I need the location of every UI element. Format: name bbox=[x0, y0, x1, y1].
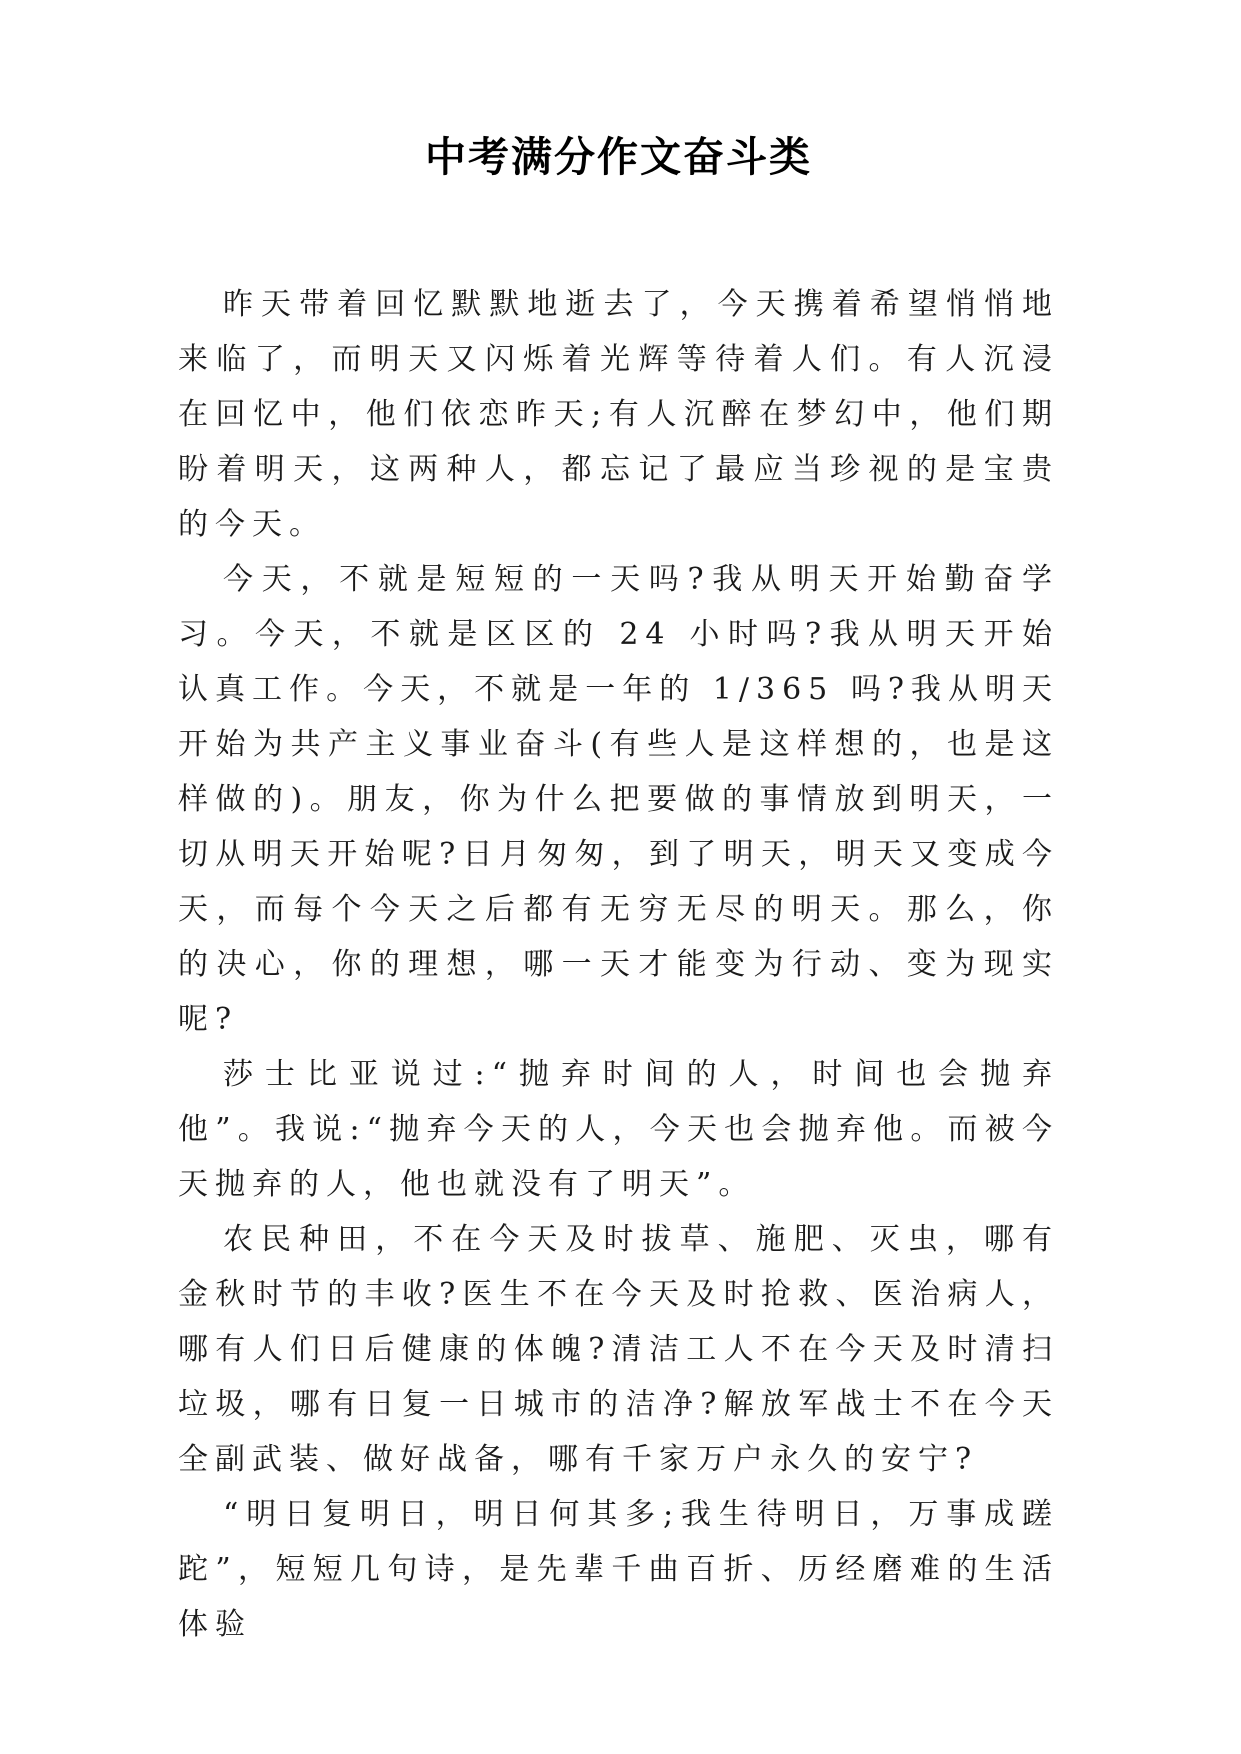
paragraph-4: 农民种田，不在今天及时拔草、施肥、灭虫，哪有金秋时节的丰收?医生不在今天及时抢救、医治病人，哪有人们日后健康的体魄?清洁工人不在今天及时清扫垃圾，哪有日复一日城市的洁净?解放军战士不在今天全副武装、做好战备，哪有千家万户永久的安宁? bbox=[178, 1222, 1059, 1478]
document-title: 中考满分作文奋斗类 bbox=[425, 133, 812, 181]
paragraph-5: “明日复明日，明日何其多;我生待明日，万事成蹉跎”，短短几句诗，是先辈千曲百折、历经磨难的生活体验 bbox=[178, 1497, 1059, 1643]
paragraph-2: 今天，不就是短短的一天吗?我从明天开始勤奋学习。今天，不就是区区的 24 小时吗?我从明天开始认真工作。今天，不就是一年的 1/365 吗?我从明天开始为共产主义事业奋斗(有些人是这样想的，也是这样做的)。朋友，你为什么把要做的事情放到明天，一切从明天开始呢?日月匆匆，到了明天，明天又变成今天，而每个今天之后都有无穷无尽的明天。那么，你的决心，你的理想，哪一天才能变为行动、变为现实呢? bbox=[178, 562, 1059, 1038]
essay-body bbox=[178, 277, 1059, 1652]
paragraph-3: 莎士比亚说过:“抛弃时间的人，时间也会抛弃他”。我说:“抛弃今天的人，今天也会抛弃他。而被今天抛弃的人，他也就没有了明天”。 bbox=[178, 1057, 1059, 1203]
paragraph-1: 昨天带着回忆默默地逝去了，今天携着希望悄悄地来临了，而明天又闪烁着光辉等待着人们。有人沉浸在回忆中，他们依恋昨天;有人沉醉在梦幻中，他们期盼着明天，这两种人，都忘记了最应当珍视的是宝贵的今天。 bbox=[178, 287, 1059, 543]
